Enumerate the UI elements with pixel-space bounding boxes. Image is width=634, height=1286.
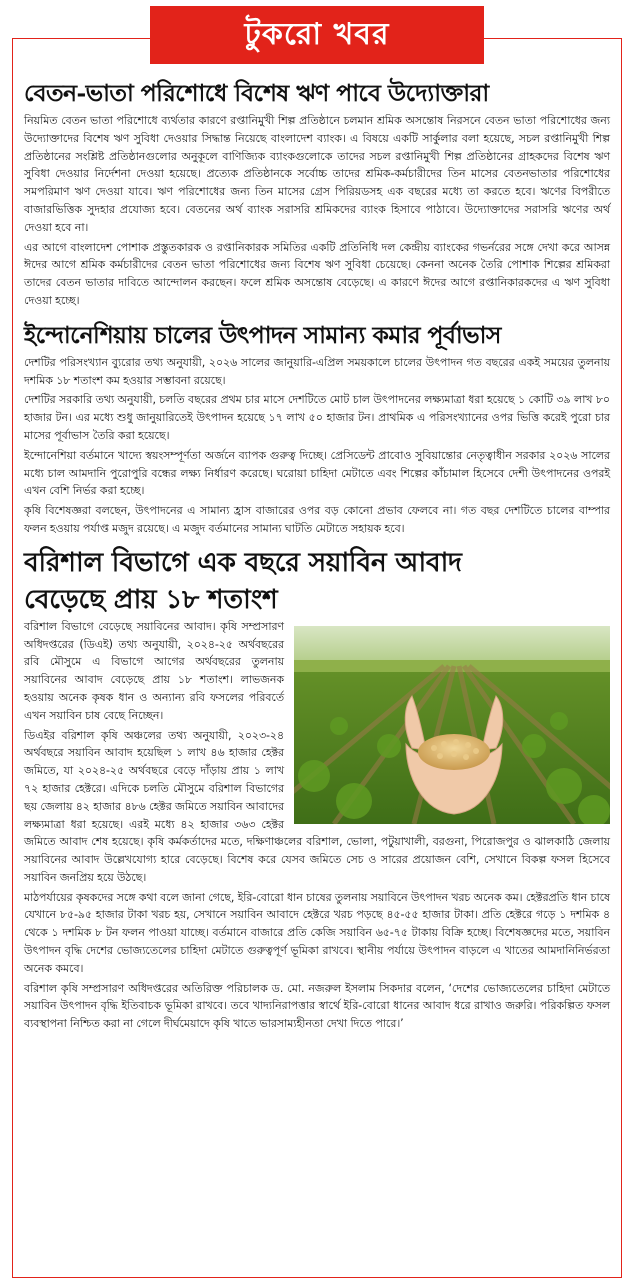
article-paragraph: ইন্দোনেশিয়া বর্তমানে খাদ্যে স্বয়ংসম্পূর্ণতা অর্জনে ব্যাপক গুরুত্ব দিচ্ছে। প্রেসিডেন্ট প্রাবোও সুবিয়ান্তোর নেতৃত্বাধীন সরকার ২০২৬ সালের মধ্যে চাল আমদানি পুরোপুরি বন্ধের লক্ষ্য নির্ধারণ করেছে। ঘরোয়া চাহিদা মেটাতে এবং শিল্পের কাঁচামাল হিসেবে দেশী উৎপাদনের ওপরই এখন বেশি নির্ভর করা হচ্ছে। bbox=[24, 448, 610, 498]
article-paragraph: দেশটির পরিসংখ্যান ব্যুরোর তথ্য অনুযায়ী, ২০২৬ সালের জানুয়ারি-এপ্রিল সময়কালে চালের উৎপাদন গত বছরের একই সময়ের তুলনায় দশমিক ১৮ শতাংশ কম হওয়ার সম্ভাবনা রয়েছে। bbox=[24, 355, 610, 387]
article-paragraph: নিয়মিত বেতন ভাতা পরিশোধে ব্যর্থতার কারণে রপ্তানিমুখী শিল্প প্রতিষ্ঠানে চলমান শ্রমিক অসন্তোষ নিরসনে বেতন ভাতা পরিশোধের জন্য উদ্যোক্তাদের বিশেষ ঋণ সুবিধা দেওয়ার সিদ্ধান্ত নিয়েছে বাংলাদেশ ব্যাংক। এ বিষয়ে একটি সার্কুলার বলা হয়েছে, সচল রপ্তানিমুখী শিল্প প্রতিষ্ঠানের সংশ্লিষ্ট প্রতিষ্ঠানগুলোর অনুকূলে বাণিজ্যিক ব্যাংকগুলোকে তাদের সচল রপ্তানিমুখী শিল্প প্রতিষ্ঠানের গ্রাহকদের বিশেষ ঋণ সুবিধা দেওয়ার নির্দেশনা দেওয়া হয়েছে। প্রত্যেক প্রতিষ্ঠানকে সর্বোচ্চ তাদের শ্রমিক-কর্মচারীদের তিন মাসের বেতনভাতার পরিশোধের সমপরিমাণ ঋণ দেওয়া যাবে। ঋণ পরিশোধের জন্য তিন মাসের গ্রেস পিরিয়ডসহ এক বছরের মধ্যে তা করতে হবে। ঋণের বিপরীতে বাজারভিত্তিক সুদহার প্রযোজ্য হবে। বেতনের অর্থ ব্যাংক সরাসরি শ্রমিকদের ব্যাংক হিসাবে পাঠাবে। উদ্যোক্তাদের সরাসরি ঋণের অর্থ দেওয়া হবে না। bbox=[24, 114, 610, 234]
article-headline: ইন্দোনেশিয়ায় চালের উৎপাদন সামান্য কমার পূর্বাভাস bbox=[24, 320, 501, 349]
article-paragraph: ডিএইর বরিশাল কৃষি অঞ্চলের তথ্য অনুযায়ী, ২০২৩-২৪ অর্থবছরে সয়াবিন আবাদ হয়েছিল ১ লাখ ৪৬ হাজার হেক্টর জমিতে, যা ২০২৪-২৫ অর্থবছরে বেড়ে দাঁড়ায় প্রায় ১ লাখ ৭২ হাজার হেক্টরে। এদিকে চলতি মৌসুমে বরিশাল বিভাগের ছয় জেলায় ৪২ হাজার ৪৮৬ হেক্টর জমিতে সয়াবিন আবাদের লক্ষ্যমাত্রা ধরা হয়েছে। এরই মধ্যে ৪২ হাজার ৩৬৩ হেক্টর জমিতে আবাদ শেষ হয়েছে। কৃষি কর্মকর্তাদের মতে, দক্ষিণাঞ্চলের বরিশাল, ভোলা, পটুয়াখালী, বরগুনা, পিরোজপুর ও ঝালকাঠি জেলায় সয়াবিনের আবাদ উল্লেখযোগ্য হারে বেড়েছে। বিশেষ করে যেসব জমিতে সেচ ও সারের প্রয়োজন বেশি, সেখানে বিকল্প ফসল হিসেবে সয়াবিন জনপ্রিয় হয়ে উঠছে। bbox=[24, 728, 610, 884]
article-paragraph: কৃষি বিশেষজ্ঞরা বলছেন, উৎপাদনের এ সামান্য হ্রাস বাজারের ওপর বড় কোনো প্রভাব ফেলবে না। গত বছর দেশটিতে চালের বাম্পার ফলন হওয়ায় পর্যাপ্ত মজুদ রয়েছে। এ মজুদ বর্তমানের সামান্য ঘাটতি মেটাতে সহায়ক হবে। bbox=[24, 504, 610, 535]
article-paragraph: মাঠপর্যায়ের কৃষকদের সঙ্গে কথা বলে জানা গেছে, ইরি-বোরো ধান চাষের তুলনায় সয়াবিনে উৎপাদন খরচ অনেক কম। হেক্টরপ্রতি ধান চাষে যেখানে ৮৫-৯৫ হাজার টাকা খরচ হয়, সেখানে সয়াবিন আবাদে হেক্টরে খরচ পড়ছে ৪৫-৫৫ হাজার টাকা। প্রতি হেক্টরে গড়ে ১ দশমিক ৪ থেকে ১ দশমিক ৮ টন ফলন পাওয়া যাচ্ছে। বর্তমানে বাজারে প্রতি কেজি সয়াবিন ৬৫-৭৫ টাকায় বিক্রি হচ্ছে। বিশেষজ্ঞদের মতে, সয়াবিন উৎপাদন বৃদ্ধি দেশের ভোজ্যতেলের চাহিদা মেটাতে গুরুত্বপূর্ণ ভূমিকা রাখবে। স্থানীয় পর্যায়ে উৎপাদন বাড়লে এ খাতের আমদানিনির্ভরতা অনেক কমবে। bbox=[24, 890, 610, 975]
article-headline: বেতন-ভাতা পরিশোধে বিশেষ ঋণ পাবে উদ্যোক্তারা bbox=[24, 79, 489, 107]
article-wage-loan bbox=[24, 74, 610, 310]
article-headline-line2: বেড়েছে প্রায় ১৮ শতাংশ bbox=[24, 583, 278, 615]
soybean-field-photo bbox=[294, 626, 610, 824]
news-content bbox=[24, 74, 610, 1039]
article-headline: বরিশাল বিভাগে এক বছরে সয়াবিন আবাদ bbox=[24, 546, 462, 578]
article-paragraph: দেশটির সরকারি তথ্য অনুযায়ী, চলতি বছরের প্রথম চার মাসে দেশটিতে মোট চাল উৎপাদনের লক্ষ্যমাত্রা ধরা হয়েছে ১ কোটি ৩৯ লাখ ৮০ হাজার টন। এর মধ্যে শুধু জানুয়ারিতেই উৎপাদন হয়েছে ১৭ লাখ ৫০ হাজার টন। প্রাথমিক এ পরিসংখ্যানের ওপর ভিত্তি করেই পুরো চার মাসের পূর্বাভাস তৈরি করা হয়েছে। bbox=[24, 393, 610, 442]
article-paragraph: এর আগে বাংলাদেশ পোশাক প্রস্তুতকারক ও রপ্তানিকারক সমিতির একটি প্রতিনিধি দল কেন্দ্রীয় ব্যাংকের গভর্নরের সঙ্গে দেখা করে আসন্ন ঈদের আগে শ্রমিক কর্মচারীদের বেতন ভাতা পরিশোধের জন্য বিশেষ ঋণ সুবিধা চেয়েছে। কেননা অনেক তৈরি পোশাক শিল্পের শ্রমিকরা তাদের বেতন ভাতার দাবিতে আন্দোলন করছেন। ফলে শ্রমিক অসন্তোষ বেড়েছে। এ কারণে ঈদের আগে রপ্তানিকারকদের এ ঋণ সুবিধা দেওয়া হচ্ছে। bbox=[24, 240, 610, 307]
article-paragraph: বরিশাল কৃষি সম্প্রসারণ অধিদপ্তরের অতিরিক্ত পরিচালক ড. মো. নজরুল ইসলাম সিকদার বলেন, ‘দেশের ভোজ্যতেলের চাহিদা মেটাতে সয়াবিন উৎপাদন বৃদ্ধি ইতিবাচক ভূমিকা রাখবে। তবে খাদ্যনিরাপত্তার স্বার্থে ইরি-বোরো ধানের আবাদ ধরে রাখাও জরুরি। পরিকল্পিত ফসল ব্যবস্থাপনা নিশ্চিত করা না গেলে দীর্ঘমেয়াদে কৃষি খাতে ভারসাম্যহীনতা দেখা দিতে পারে।’ bbox=[24, 981, 610, 1031]
article-paragraph: বরিশাল বিভাগে বেড়েছে সয়াবিনের আবাদ। কৃষি সম্প্রসারণ অধিদপ্তরের (ডিএই) তথ্য অনুযায়ী, ২০২৪-২৫ অর্থবছরের রবি মৌসুমে এ বিভাগে আগের অর্থবছরের তুলনায় সয়াবিনের আবাদ বেড়েছে প্রায় ১৮ শতাংশ। লাভজনক হওয়ায় অনেক কৃষক ধান ও অন্যান্য রবি ফসলের পরিবর্তে এখন সয়াবিন চাষ বেছে নিচ্ছেন। bbox=[24, 619, 284, 722]
article-indonesia-rice bbox=[24, 316, 610, 538]
section-banner: টুকরো খবর bbox=[150, 6, 484, 64]
article-barishal-soybean bbox=[24, 544, 610, 1033]
